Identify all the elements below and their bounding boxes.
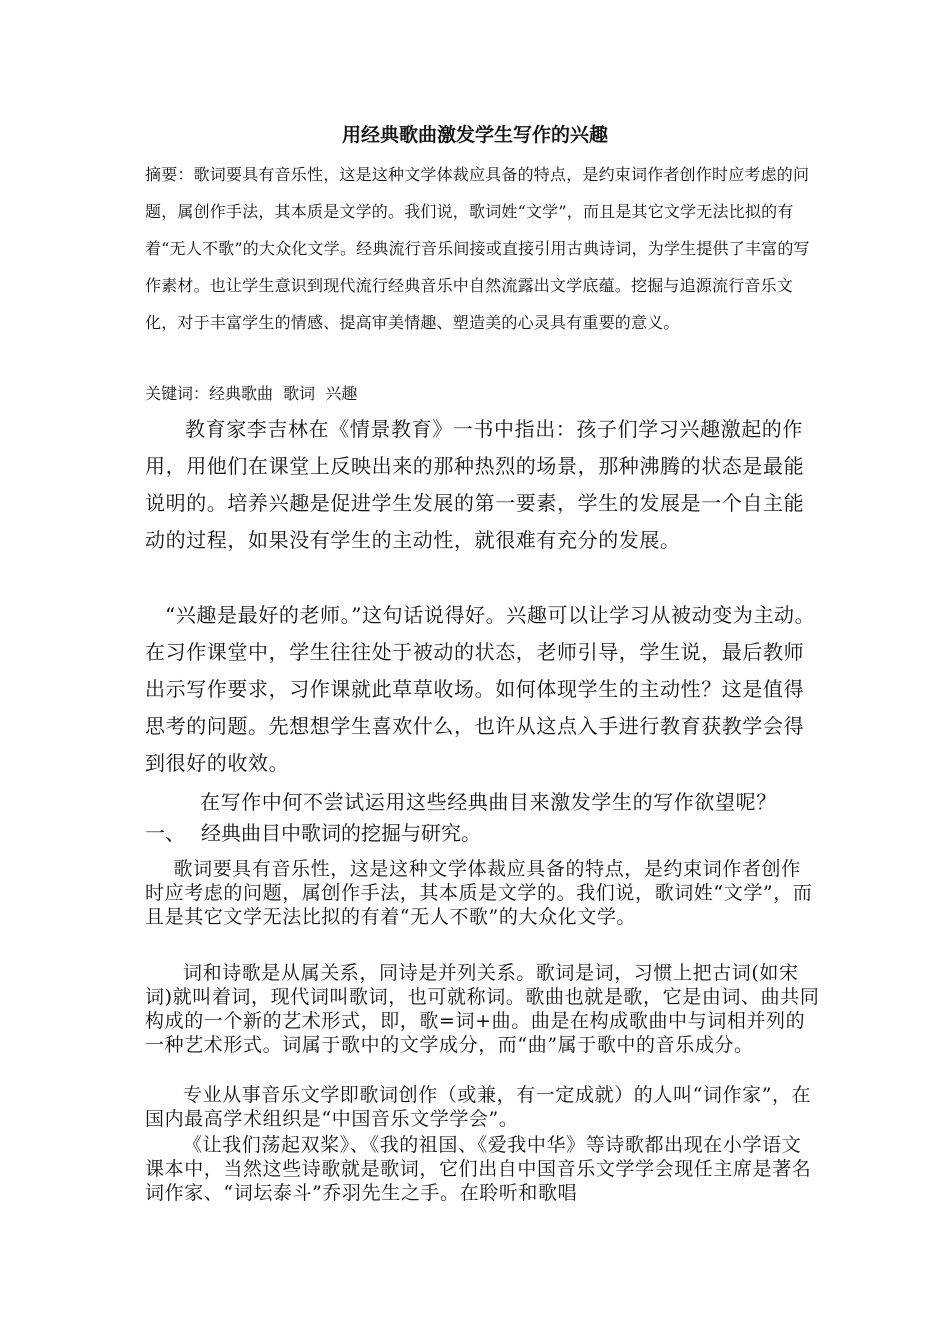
body-paragraph: 教育家李吉林在《情景教育》一书中指出：孩子们学习兴趣激起的作用，用他们在课堂上反映出来的那种热烈的场景，那种沸腾的状态是最能说明的。培养兴趣是促进学生发展的第一要素，学生的发展是一个自主能动的过程，如果没有学生的主动性，就很难有充分的发展。	[145, 417, 805, 552]
section-paragraph: 专业从事音乐文学即歌词创作（或兼，有一定成就）的人叫“词作家”，在国内最高学术组织是“中国音乐文学学会”。	[145, 1084, 812, 1130]
section-number: 一、	[145, 821, 185, 845]
section-heading-text: 经典曲目中歌词的挖掘与研究。	[201, 821, 481, 845]
body-paragraph: “兴趣是最好的老师。”这句话说得好。兴趣可以让学习从被动变为主动。在习作课堂中，学生往往处于被动的状态，老师引导，学生说，最后教师出示写作要求，习作课就此草草收场。如何体现学生的主动性？这是值得思考的问题。先想想学生喜欢什么，也许从这点入手进行教育获教学会得到很好的收效。	[145, 603, 816, 775]
body-paragraph: 在写作中何不尝试运用这些经典曲目来激发学生的写作欲望呢？	[200, 790, 777, 814]
keywords-line: 关键词：经典歌曲 歌词 兴趣	[145, 384, 358, 403]
document-title: 用经典歌曲激发学生写作的兴趣	[341, 124, 608, 146]
abstract-paragraph: 摘要：歌词要具有音乐性，这是这种文学体裁应具备的特点，是约束词作者创作时应考虑的问题，属创作手法，其本质是文学的。我们说，歌词姓“文学”，而且是其它文学无法比拟的有着“无人不歌”的大众化文学。经典流行音乐间接或直接引用古典诗词，为学生提供了丰富的写作素材。也让学生意识到现代流行经典音乐中自然流露出文学底蕴。挖掘与追源流行音乐文化，对于丰富学生的情感、提高审美情趣、塑造美的心灵具有重要的意义。	[145, 165, 810, 332]
section-paragraph: 《让我们荡起双桨》、《我的祖国、《爱我中华》等诗歌都出现在小学语文课本中，当然这些诗歌就是歌词，它们出自中国音乐文学学会现任主席是著名词作家、“词坛泰斗”乔羽先生之手。在聆听和歌唱	[145, 1134, 812, 1204]
section-heading	[145, 818, 815, 848]
section-paragraph: 词和诗歌是从属关系，同诗是并列关系。歌词是词，习惯上把古词(如宋词)就叫着词，现代词叫歌词，也可就称词。歌曲也就是歌，它是由词、曲共同构成的一个新的艺术形式，即，歌=词+曲。曲是在构成歌曲中与词相并列的一种艺术形式。词属于歌中的文学成分，而“曲”属于歌中的音乐成分。	[145, 962, 820, 1056]
section-paragraph: 歌词要具有音乐性，这是这种文学体裁应具备的特点，是约束词作者创作时应考虑的问题，属创作手法，其本质是文学的。我们说，歌词姓“文学”，而且是其它文学无法比拟的有着“无人不歌”的大众化文学。	[145, 858, 813, 928]
